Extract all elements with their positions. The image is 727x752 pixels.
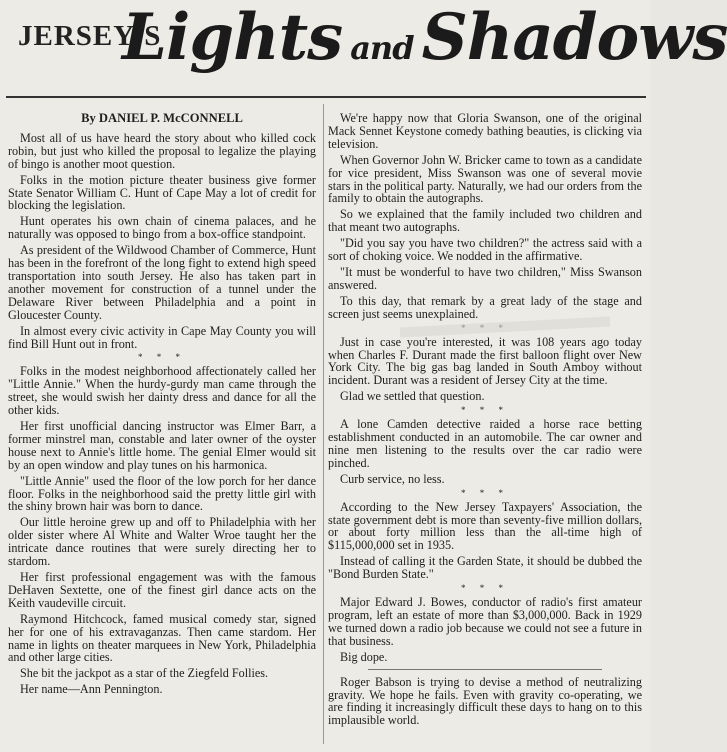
paragraph: As president of the Wildwood Chamber of Commerce, Hunt has been in the forefront of the long fight to extend high speed transportation into south Jersey. He also has taken part in another movement for construction of a tunnel under the Delaware River between Philadelphia and a point in Gloucester County. bbox=[8, 243, 316, 322]
paragraph: "It must be wonderful to have two children," Miss Swanson answered. bbox=[328, 264, 642, 292]
paragraph: So we explained that the family included two children and that meant two autographs. bbox=[328, 207, 642, 235]
paragraph: Her first unofficial dancing instructor was Elmer Barr, a former minstrel man, constable and later owner of the oyster house next to Annie's little home. The genial Elmer would sit by an open window and play tunes on his harmonica. bbox=[8, 419, 316, 472]
left-column bbox=[8, 112, 316, 699]
paragraph: "Little Annie" used the floor of the low porch for her dance floor. Folks in the neighborhood said the pretty little girl with the shiny brown hair was born to dance. bbox=[8, 473, 316, 514]
paragraph: Hunt operates his own chain of cinema palaces, and he naturally was opposed to bingo from a box-office standpoint. bbox=[8, 214, 316, 242]
paragraph: Glad we settled that question. bbox=[340, 389, 485, 404]
paragraph: Her name—Ann Pennington. bbox=[20, 682, 163, 697]
title-shadows: Shadows bbox=[421, 0, 727, 75]
paragraph: When Governor John W. Bricker came to town as a candidate for vice president, Miss Swanson was one of several movie stars in the political party. Naturally, we had our orders from the family to obtain the autographs. bbox=[328, 152, 642, 206]
paragraph: Curb service, no less. bbox=[340, 471, 445, 486]
paragraph: Big dope. bbox=[340, 649, 388, 664]
masthead-rule bbox=[6, 96, 646, 98]
paragraph: Our little heroine grew up and off to Philadelphia with her older sister where Al White and Walter Wroe taught her the intricate dance routines that were surely directing her to stardom. bbox=[8, 515, 316, 569]
section-separator: * * * bbox=[138, 352, 186, 363]
masthead bbox=[0, 0, 727, 108]
byline: By DANIEL P. McCONNELL bbox=[81, 111, 243, 125]
paragraph: Major Edward J. Bowes, conductor of radio's first amateur program, left an estate of more than $3,000,000. Back in 1929 we turned down a radio job because we could not see a future in that business. bbox=[328, 595, 642, 648]
paragraph: In almost every civic activity in Cape May County you will find Bill Hunt out in front. bbox=[8, 323, 316, 351]
title-and: and bbox=[350, 29, 414, 67]
right-column bbox=[328, 112, 642, 730]
section-separator: * * * bbox=[461, 405, 509, 416]
paragraph: Folks in the modest neighborhood affectionately called her "Little Annie." When the hurdy-gurdy man came through the street, she would swish her dainty dress and dance for all the other kids. bbox=[8, 364, 316, 418]
left-column-body bbox=[8, 132, 316, 696]
paragraph: Her first professional engagement was with the famous DeHaven Sextette, one of the finest girl dance acts on the Keith vaudeville circuit. bbox=[8, 570, 316, 610]
paragraph: We're happy now that Gloria Swanson, one of the original Mack Sennet Keystone comedy bathing beauties, is clicking via television. bbox=[328, 111, 642, 151]
paragraph: Folks in the motion picture theater business give former State Senator William C. Hunt of Cape May a lot of credit for blocking the legislation. bbox=[8, 172, 316, 213]
right-column-body bbox=[328, 112, 642, 727]
masthead-title bbox=[122, 0, 727, 75]
section-separator: * * * bbox=[461, 487, 509, 498]
paragraph: According to the New Jersey Taxpayers' Association, the state government debt is more than seventy-five million dollars, or about forty million less than the all-time high of $115,000,000 set in 1935. bbox=[328, 499, 642, 553]
paragraph: A lone Camden detective raided a horse race betting establishment conducted in an automobile. The car owner and nine men listening to the results over the car radio were pinched. bbox=[328, 417, 642, 470]
masthead-jersey: JERSEY'S bbox=[18, 20, 162, 52]
title-lights: Lights bbox=[122, 0, 343, 75]
paragraph: Instead of calling it the Garden State, it should be dubbed the "Bond Burden State." bbox=[328, 554, 642, 582]
paragraph: She bit the jackpot as a star of the Ziegfeld Follies. bbox=[20, 666, 269, 681]
paragraph: Just in case you're interested, it was 108 years ago today when Charles F. Durant made the first balloon flight over New York City. The big gas bag landed in South Amboy without incident. Durant was a resident of Jersey City at the time. bbox=[328, 334, 642, 388]
paragraph: Roger Babson is trying to devise a method of neutralizing gravity. We hope he fails. Even with gravity co-operating, we are finding it increasingly difficult these days to hang on to this implausible world. bbox=[328, 674, 642, 728]
section-separator: * * * bbox=[461, 583, 509, 594]
paragraph: Most all of us have heard the story about who killed cock robin, but just who killed the proposal to legalize the playing of bingo is another moot question. bbox=[8, 130, 316, 171]
paragraph: To this day, that remark by a great lady of the stage and screen just seems unexplained. bbox=[328, 293, 642, 321]
column-divider bbox=[323, 104, 324, 744]
section-rule bbox=[368, 669, 602, 670]
paragraph: Raymond Hitchcock, famed musical comedy star, signed her for one of his extravaganzas. Then came stardom. Her name in lights on theater marquees in New York, Philadelphia and other large cities. bbox=[8, 611, 316, 665]
paragraph: "Did you say you have two children?" the actress said with a sort of choking voice. We nodded in the affirmative. bbox=[328, 236, 642, 264]
